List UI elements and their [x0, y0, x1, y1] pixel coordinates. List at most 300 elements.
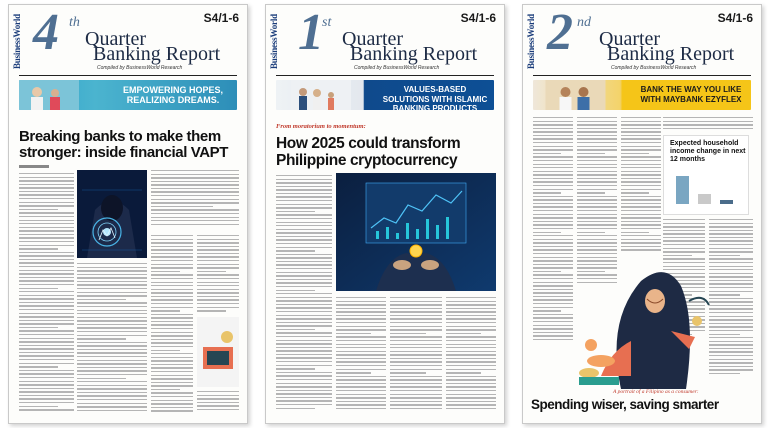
text-line	[709, 291, 753, 292]
text-line	[19, 202, 74, 203]
text-line	[709, 240, 753, 241]
divider	[533, 75, 751, 76]
section-code: S4/1-6	[717, 11, 753, 25]
text-line	[151, 357, 193, 358]
text-line	[390, 326, 442, 327]
text-line	[577, 206, 617, 207]
text-line	[151, 317, 193, 318]
text-line	[663, 117, 753, 118]
text-line	[390, 344, 442, 345]
text-line	[151, 285, 193, 286]
text-line	[151, 239, 193, 240]
text-line	[151, 324, 193, 325]
text-line	[336, 404, 386, 405]
text-line	[621, 142, 661, 143]
text-line	[533, 174, 573, 175]
text-line	[709, 237, 753, 238]
text-line	[197, 310, 226, 311]
text-line	[621, 178, 661, 179]
text-line	[390, 361, 442, 362]
text-line	[621, 192, 649, 193]
banner-headline: VALUES-BASED SOLUTIONS WITH ISLAMIC BANKING PRODUCTS	[382, 85, 488, 110]
text-line	[19, 345, 74, 346]
text-line	[533, 206, 573, 207]
text-line	[151, 346, 193, 347]
text-line	[151, 407, 193, 408]
text-line	[533, 142, 573, 143]
text-line	[621, 138, 661, 139]
text-line	[19, 270, 74, 271]
divider	[19, 75, 237, 76]
text-line	[77, 281, 147, 282]
text-line	[336, 386, 386, 387]
text-line	[197, 395, 239, 396]
text-line	[276, 318, 332, 319]
text-line	[577, 239, 617, 240]
text-line	[276, 272, 332, 273]
text-line	[621, 199, 661, 200]
text-line	[19, 359, 74, 360]
text-line	[276, 229, 332, 230]
text-line	[77, 378, 126, 379]
ad-banner[interactable]	[19, 80, 237, 110]
text-line	[577, 181, 617, 182]
text-line	[621, 214, 661, 215]
banner-photo	[276, 80, 366, 110]
text-line	[621, 164, 661, 165]
text-line	[533, 242, 573, 243]
text-line	[151, 403, 193, 404]
text-line	[197, 307, 239, 308]
body-column-3	[151, 170, 239, 230]
text-line	[533, 274, 573, 275]
text-line	[276, 304, 332, 305]
text-line	[276, 343, 332, 344]
text-line	[151, 296, 193, 297]
text-line	[446, 340, 496, 341]
text-line	[19, 220, 74, 221]
body-column-2	[336, 297, 386, 415]
text-line	[709, 366, 753, 367]
text-line	[19, 348, 74, 349]
text-line	[336, 336, 386, 337]
text-line	[709, 276, 753, 277]
text-line	[276, 300, 332, 301]
masthead	[541, 4, 756, 73]
body-column-3	[390, 297, 442, 415]
text-line	[390, 336, 442, 337]
text-line	[446, 344, 496, 345]
text-line	[19, 341, 74, 342]
text-line	[336, 351, 386, 352]
text-line	[533, 310, 561, 311]
text-line	[77, 363, 147, 364]
text-line	[19, 173, 74, 174]
text-line	[709, 319, 753, 320]
text-line	[709, 255, 740, 256]
text-line	[446, 361, 496, 362]
text-line	[709, 369, 753, 370]
text-line	[709, 233, 753, 234]
text-line	[19, 295, 74, 296]
text-line	[151, 264, 193, 265]
text-line	[663, 219, 705, 220]
text-line	[77, 295, 147, 296]
text-line	[77, 302, 147, 303]
text-line	[577, 124, 617, 125]
text-line	[197, 391, 239, 392]
newspaper-page-4th-quarter[interactable]	[8, 4, 248, 424]
text-line	[533, 249, 573, 250]
text-line	[77, 392, 147, 393]
text-line	[621, 206, 661, 207]
text-line	[77, 367, 147, 368]
text-line	[621, 171, 661, 172]
ad-banner[interactable]	[533, 80, 751, 110]
text-line	[577, 192, 605, 193]
text-line	[533, 217, 573, 218]
text-line	[336, 376, 386, 377]
text-line	[446, 351, 496, 352]
text-line	[151, 299, 193, 300]
text-line	[276, 175, 332, 176]
text-line	[276, 222, 332, 223]
text-line	[709, 344, 753, 345]
text-line	[19, 273, 74, 274]
text-line	[390, 386, 442, 387]
text-line	[276, 261, 332, 262]
text-line	[276, 250, 315, 251]
text-line	[197, 235, 239, 236]
brand-logo: BusinessWorld	[12, 14, 22, 69]
text-line	[151, 253, 193, 254]
text-line	[77, 345, 147, 346]
text-line	[19, 277, 74, 278]
text-line	[577, 171, 617, 172]
text-line	[19, 388, 74, 389]
masthead-quarter: Quarter	[342, 28, 404, 50]
text-line	[19, 262, 74, 263]
text-line	[197, 303, 239, 304]
text-line	[390, 408, 442, 409]
text-line	[151, 367, 193, 368]
text-line	[577, 228, 617, 229]
text-line	[197, 264, 239, 265]
text-line	[577, 153, 605, 154]
text-line	[533, 153, 561, 154]
ad-banner[interactable]	[276, 80, 494, 110]
text-line	[151, 360, 193, 361]
text-line	[197, 274, 239, 275]
text-line	[77, 270, 147, 271]
text-line	[19, 223, 74, 224]
text-line	[533, 299, 573, 300]
lead-headline[interactable]: Breaking banks to make them stronger: inside financial VAPT	[19, 128, 229, 161]
text-line	[276, 397, 332, 398]
text-line	[621, 167, 661, 168]
text-line	[621, 210, 661, 211]
text-line	[276, 264, 332, 265]
text-line	[276, 196, 332, 197]
text-line	[390, 311, 442, 312]
text-line	[197, 409, 239, 410]
text-line	[533, 156, 573, 157]
text-line	[19, 377, 74, 378]
text-line	[19, 184, 74, 185]
text-line	[663, 223, 705, 224]
text-line	[621, 156, 661, 157]
text-line	[533, 185, 573, 186]
text-line	[533, 271, 561, 272]
text-line	[19, 352, 74, 353]
text-line	[19, 234, 74, 235]
text-line	[709, 308, 753, 309]
text-line	[577, 210, 617, 211]
text-line	[621, 135, 661, 136]
text-line	[390, 297, 442, 298]
text-line	[446, 408, 496, 409]
text-line	[276, 268, 332, 269]
text-line	[336, 408, 386, 409]
text-line	[77, 370, 147, 371]
body-column-4	[151, 235, 193, 415]
text-line	[336, 379, 386, 380]
text-line	[390, 351, 442, 352]
text-line	[151, 350, 180, 351]
text-line	[19, 338, 74, 339]
masthead-quarter: Quarter	[599, 28, 661, 50]
text-line	[19, 395, 74, 396]
text-line	[276, 361, 332, 362]
text-line	[151, 206, 213, 207]
quarter-suffix: th	[69, 15, 80, 30]
text-line	[390, 365, 442, 366]
lead-headline[interactable]: How 2025 could transform Philippine cryptocurrency	[276, 135, 461, 169]
text-line	[276, 257, 332, 258]
text-line	[151, 213, 239, 214]
text-line	[151, 177, 239, 178]
text-line	[19, 327, 58, 328]
text-line	[663, 121, 753, 122]
text-line	[621, 117, 661, 118]
text-line	[19, 309, 74, 310]
text-line	[446, 390, 496, 391]
feature-headline[interactable]: Spending wiser, saving smarter	[531, 397, 719, 412]
text-line	[276, 182, 332, 183]
illustration	[197, 317, 239, 387]
text-line	[577, 164, 617, 165]
text-line	[276, 393, 332, 394]
text-line	[19, 180, 74, 181]
text-line	[197, 242, 239, 243]
text-line	[390, 304, 442, 305]
newspaper-page-2nd-quarter[interactable]	[522, 4, 762, 424]
section-code: S4/1-6	[460, 11, 496, 25]
text-line	[276, 325, 332, 326]
text-line	[276, 368, 315, 369]
text-line	[276, 311, 332, 312]
text-line	[709, 316, 753, 317]
text-line	[151, 174, 239, 175]
text-line	[19, 320, 74, 321]
text-line	[336, 318, 386, 319]
text-line	[276, 297, 332, 298]
text-line	[577, 121, 617, 122]
text-line	[77, 342, 147, 343]
text-line	[577, 138, 617, 139]
text-line	[709, 287, 753, 288]
banner-headline: EMPOWERING HOPES, REALIZING DREAMS.	[122, 85, 223, 105]
body-column-4	[446, 297, 496, 415]
text-line	[276, 386, 332, 387]
text-line	[19, 355, 74, 356]
text-line	[446, 365, 496, 366]
text-line	[19, 255, 74, 256]
text-line	[533, 192, 561, 193]
brand-logo: BusinessWorld	[526, 14, 536, 69]
text-line	[151, 328, 193, 329]
text-line	[577, 217, 617, 218]
text-line	[709, 334, 740, 335]
text-line	[577, 224, 617, 225]
text-line	[390, 329, 442, 330]
text-line	[336, 390, 386, 391]
masthead-report: Banking Report	[350, 43, 478, 65]
masthead-subtitle: Compiled by BusinessWorld Research	[354, 65, 440, 71]
text-line	[197, 289, 239, 290]
text-line	[151, 292, 193, 293]
text-line	[19, 212, 74, 213]
text-line	[276, 275, 332, 276]
text-line	[19, 391, 74, 392]
text-line	[390, 301, 442, 302]
text-line	[336, 369, 386, 370]
text-line	[276, 400, 332, 401]
text-line	[151, 278, 193, 279]
text-line	[577, 189, 617, 190]
text-line	[151, 242, 193, 243]
text-line	[77, 317, 147, 318]
text-line	[709, 226, 753, 227]
text-line	[77, 324, 147, 325]
text-line	[151, 310, 180, 311]
text-line	[19, 198, 74, 199]
text-line	[446, 376, 496, 377]
text-line	[151, 389, 180, 390]
text-line	[77, 274, 147, 275]
quarter-number: 1	[298, 4, 321, 61]
text-line	[19, 284, 74, 285]
text-line	[77, 288, 147, 289]
text-line	[276, 236, 332, 237]
text-line	[621, 149, 661, 150]
text-line	[276, 404, 332, 405]
body-column-1	[533, 117, 573, 347]
text-line	[197, 271, 226, 272]
text-line	[19, 252, 74, 253]
text-line	[533, 199, 573, 200]
feature-caption: A portrait of a Filipino as a consumer:	[613, 389, 699, 395]
text-line	[276, 315, 332, 316]
text-line	[151, 184, 239, 185]
text-line	[577, 142, 617, 143]
text-line	[709, 258, 753, 259]
text-line	[19, 316, 74, 317]
brand-strip	[526, 11, 537, 69]
text-line	[577, 146, 617, 147]
text-line	[77, 410, 147, 411]
text-line	[709, 251, 753, 252]
text-line	[533, 296, 573, 297]
text-line	[19, 302, 74, 303]
text-line	[709, 298, 753, 299]
text-line	[151, 375, 193, 376]
text-line	[19, 205, 74, 206]
text-line	[390, 308, 442, 309]
text-line	[533, 232, 561, 233]
text-line	[151, 335, 193, 336]
text-line	[709, 294, 740, 295]
text-line	[533, 317, 573, 318]
text-line	[19, 370, 74, 371]
text-line	[336, 308, 386, 309]
text-line	[151, 410, 193, 411]
text-line	[77, 306, 147, 307]
text-line	[533, 189, 573, 190]
text-line	[533, 257, 573, 258]
body-column-5	[197, 235, 239, 315]
text-line	[77, 406, 147, 407]
text-line	[276, 207, 332, 208]
text-line	[621, 160, 661, 161]
text-line	[77, 374, 147, 375]
quarter-suffix: nd	[577, 15, 591, 30]
text-line	[709, 348, 753, 349]
text-line	[276, 383, 332, 384]
text-line	[390, 379, 442, 380]
text-line	[446, 311, 496, 312]
text-line	[151, 191, 239, 192]
text-line	[197, 398, 239, 399]
chart-bar-3	[720, 200, 733, 204]
text-line	[533, 253, 573, 254]
text-line	[533, 149, 573, 150]
text-line	[151, 271, 180, 272]
text-line	[709, 248, 753, 249]
text-line	[663, 124, 753, 125]
text-line	[19, 323, 74, 324]
text-line	[577, 160, 617, 161]
text-line	[621, 196, 661, 197]
text-line	[151, 289, 193, 290]
text-line	[19, 248, 58, 249]
text-line	[336, 365, 386, 366]
text-line	[709, 323, 753, 324]
text-line	[533, 203, 573, 204]
text-line	[77, 320, 147, 321]
newspaper-page-1st-quarter[interactable]	[265, 4, 505, 424]
text-line	[276, 279, 332, 280]
text-line	[621, 203, 661, 204]
text-line	[533, 239, 573, 240]
text-line	[533, 246, 573, 247]
text-line	[621, 221, 661, 222]
text-line	[577, 232, 605, 233]
text-line	[390, 397, 442, 398]
text-line	[276, 372, 332, 373]
text-line	[19, 191, 74, 192]
text-line	[19, 230, 74, 231]
